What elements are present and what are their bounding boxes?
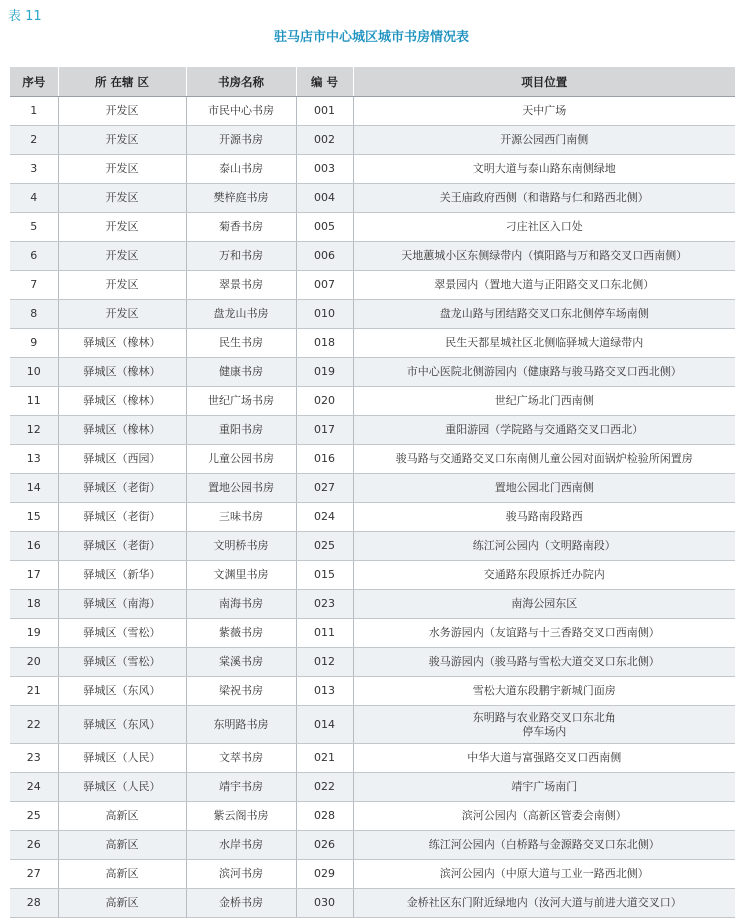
- cell-index: 15: [10, 503, 58, 532]
- cell-bookstore-name: 置地公园书房: [186, 474, 296, 503]
- cell-district: 高新区: [58, 860, 186, 889]
- cell-bookstore-name: 文渊里书房: [186, 561, 296, 590]
- cell-bookstore-name: 重阳书房: [186, 416, 296, 445]
- cell-index: 14: [10, 474, 58, 503]
- table-row: [10, 860, 735, 889]
- cell-bookstore-name: 靖宇书房: [186, 773, 296, 802]
- header-district: 所 在辖 区: [58, 67, 186, 97]
- cell-district: 开发区: [58, 97, 186, 126]
- cell-index: 17: [10, 561, 58, 590]
- cell-district: 开发区: [58, 126, 186, 155]
- table-row: [10, 242, 735, 271]
- cell-location: 开源公园西门南侧: [353, 126, 735, 155]
- cell-location: 滨河公园内（中原大道与工业一路西北侧）: [353, 860, 735, 889]
- cell-district: 驿城区（老街）: [58, 532, 186, 561]
- cell-index: 8: [10, 300, 58, 329]
- cell-index: 25: [10, 802, 58, 831]
- cell-code: 012: [296, 648, 353, 677]
- cell-code: 002: [296, 126, 353, 155]
- cell-code: 001: [296, 97, 353, 126]
- cell-district: 驿城区（老街）: [58, 474, 186, 503]
- cell-code: 027: [296, 474, 353, 503]
- cell-code: 030: [296, 889, 353, 918]
- cell-code: 023: [296, 590, 353, 619]
- cell-district: 驿城区（雪松）: [58, 648, 186, 677]
- cell-bookstore-name: 南海书房: [186, 590, 296, 619]
- cell-bookstore-name: 菊香书房: [186, 213, 296, 242]
- table-row: [10, 271, 735, 300]
- cell-location: 滨河公园内（高新区管委会南侧）: [353, 802, 735, 831]
- bookstore-table: [10, 67, 735, 918]
- table-row: [10, 706, 735, 744]
- cell-location: 靖宇广场南门: [353, 773, 735, 802]
- table-title: 驻马店市中心城区城市书房情况表: [273, 30, 469, 45]
- cell-bookstore-name: 健康书房: [186, 358, 296, 387]
- table-row: [10, 561, 735, 590]
- cell-index: 11: [10, 387, 58, 416]
- cell-code: 004: [296, 184, 353, 213]
- cell-location: 置地公园北门西南侧: [353, 474, 735, 503]
- cell-index: 10: [10, 358, 58, 387]
- table-row: [10, 97, 735, 126]
- cell-district: 驿城区（南海）: [58, 590, 186, 619]
- cell-index: 21: [10, 677, 58, 706]
- cell-index: 1: [10, 97, 58, 126]
- cell-location: 天地蕙城小区东侧绿带内（慎阳路与万和路交叉口西南侧）: [353, 242, 735, 271]
- table-row: [10, 474, 735, 503]
- cell-index: 2: [10, 126, 58, 155]
- table-row: [10, 300, 735, 329]
- cell-bookstore-name: 翠景书房: [186, 271, 296, 300]
- cell-bookstore-name: 梁祝书房: [186, 677, 296, 706]
- table-row: [10, 387, 735, 416]
- cell-district: 开发区: [58, 271, 186, 300]
- cell-district: 驿城区（人民）: [58, 773, 186, 802]
- cell-district: 开发区: [58, 184, 186, 213]
- cell-bookstore-name: 市民中心书房: [186, 97, 296, 126]
- cell-index: 27: [10, 860, 58, 889]
- cell-location: 文明大道与泰山路东南侧绿地: [353, 155, 735, 184]
- cell-code: 005: [296, 213, 353, 242]
- cell-index: 12: [10, 416, 58, 445]
- cell-district: 驿城区（雪松）: [58, 619, 186, 648]
- cell-index: 16: [10, 532, 58, 561]
- cell-index: 18: [10, 590, 58, 619]
- cell-location: 盘龙山路与团结路交叉口东北侧停车场南侧: [353, 300, 735, 329]
- cell-index: 23: [10, 744, 58, 773]
- table-header-row: [10, 67, 735, 97]
- cell-district: 高新区: [58, 802, 186, 831]
- cell-index: 26: [10, 831, 58, 860]
- cell-district: 驿城区（老街）: [58, 503, 186, 532]
- table-number-label: 表 11: [8, 9, 42, 24]
- table-row: [10, 126, 735, 155]
- cell-bookstore-name: 樊梓庭书房: [186, 184, 296, 213]
- cell-bookstore-name: 棠溪书房: [186, 648, 296, 677]
- cell-index: 28: [10, 889, 58, 918]
- cell-bookstore-name: 万和书房: [186, 242, 296, 271]
- table-row: [10, 648, 735, 677]
- table-row: [10, 213, 735, 242]
- cell-code: 024: [296, 503, 353, 532]
- cell-code: 028: [296, 802, 353, 831]
- cell-bookstore-name: 紫薇书房: [186, 619, 296, 648]
- cell-code: 011: [296, 619, 353, 648]
- header-index: 序号: [10, 67, 58, 97]
- cell-location: 刁庄社区入口处: [353, 213, 735, 242]
- cell-district: 开发区: [58, 155, 186, 184]
- cell-location: 民生天都星城社区北侧临驿城大道绿带内: [353, 329, 735, 358]
- table-row: [10, 358, 735, 387]
- cell-district: 驿城区（新华）: [58, 561, 186, 590]
- cell-bookstore-name: 金桥书房: [186, 889, 296, 918]
- table-row: [10, 184, 735, 213]
- cell-code: 018: [296, 329, 353, 358]
- cell-code: 026: [296, 831, 353, 860]
- cell-bookstore-name: 世纪广场书房: [186, 387, 296, 416]
- cell-code: 017: [296, 416, 353, 445]
- cell-index: 22: [10, 706, 58, 744]
- table-row: [10, 744, 735, 773]
- cell-code: 025: [296, 532, 353, 561]
- cell-district: 驿城区（人民）: [58, 744, 186, 773]
- cell-location: 金桥社区东门附近绿地内（汝河大道与前进大道交叉口）: [353, 889, 735, 918]
- cell-district: 驿城区（橡林）: [58, 329, 186, 358]
- cell-district: 开发区: [58, 300, 186, 329]
- cell-bookstore-name: 紫云阁书房: [186, 802, 296, 831]
- cell-location: 南海公园东区: [353, 590, 735, 619]
- cell-district: 高新区: [58, 889, 186, 918]
- cell-district: 驿城区（东风）: [58, 677, 186, 706]
- cell-bookstore-name: 文明桥书房: [186, 532, 296, 561]
- header-bookstore-name: 书房名称: [186, 67, 296, 97]
- cell-code: 022: [296, 773, 353, 802]
- cell-district: 驿城区（东风）: [58, 706, 186, 744]
- cell-location: 骏马路南段路西: [353, 503, 735, 532]
- cell-district: 高新区: [58, 831, 186, 860]
- cell-bookstore-name: 东明路书房: [186, 706, 296, 744]
- cell-district: 开发区: [58, 213, 186, 242]
- cell-location: 天中广场: [353, 97, 735, 126]
- cell-index: 20: [10, 648, 58, 677]
- cell-code: 015: [296, 561, 353, 590]
- cell-index: 3: [10, 155, 58, 184]
- cell-location: 练江河公园内（白桥路与金源路交叉口东北侧）: [353, 831, 735, 860]
- table-row: [10, 831, 735, 860]
- cell-code: 029: [296, 860, 353, 889]
- cell-district: 开发区: [58, 242, 186, 271]
- table-row: [10, 889, 735, 918]
- table-row: [10, 445, 735, 474]
- cell-bookstore-name: 文萃书房: [186, 744, 296, 773]
- cell-district: 驿城区（西园）: [58, 445, 186, 474]
- cell-code: 006: [296, 242, 353, 271]
- cell-location: 东明路与农业路交叉口东北角 停车场内: [353, 706, 735, 744]
- table-row: [10, 619, 735, 648]
- cell-code: 014: [296, 706, 353, 744]
- cell-code: 016: [296, 445, 353, 474]
- cell-index: 13: [10, 445, 58, 474]
- cell-code: 019: [296, 358, 353, 387]
- cell-index: 5: [10, 213, 58, 242]
- cell-bookstore-name: 民生书房: [186, 329, 296, 358]
- cell-location: 骏马路与交通路交叉口东南侧儿童公园对面锅炉检验所闲置房: [353, 445, 735, 474]
- cell-location: 市中心医院北侧游园内（健康路与骏马路交叉口西北侧）: [353, 358, 735, 387]
- cell-index: 19: [10, 619, 58, 648]
- cell-index: 7: [10, 271, 58, 300]
- cell-location: 交通路东段原拆迁办院内: [353, 561, 735, 590]
- cell-bookstore-name: 水岸书房: [186, 831, 296, 860]
- table-row: [10, 802, 735, 831]
- table-row: [10, 773, 735, 802]
- cell-bookstore-name: 滨河书房: [186, 860, 296, 889]
- cell-bookstore-name: 儿童公园书房: [186, 445, 296, 474]
- cell-code: 003: [296, 155, 353, 184]
- table-row: [10, 677, 735, 706]
- cell-location: 关王庙政府西侧（和谐路与仁和路西北侧）: [353, 184, 735, 213]
- cell-bookstore-name: 三味书房: [186, 503, 296, 532]
- table-row: [10, 503, 735, 532]
- cell-location: 世纪广场北门西南侧: [353, 387, 735, 416]
- cell-index: 9: [10, 329, 58, 358]
- cell-index: 4: [10, 184, 58, 213]
- cell-location: 雪松大道东段鹏宇新城门面房: [353, 677, 735, 706]
- cell-bookstore-name: 盘龙山书房: [186, 300, 296, 329]
- table-row: [10, 155, 735, 184]
- cell-bookstore-name: 泰山书房: [186, 155, 296, 184]
- cell-location: 骏马游园内（骏马路与雪松大道交叉口东北侧）: [353, 648, 735, 677]
- header-code: 编 号: [296, 67, 353, 97]
- table-row: [10, 416, 735, 445]
- cell-code: 007: [296, 271, 353, 300]
- cell-index: 24: [10, 773, 58, 802]
- cell-district: 驿城区（橡林）: [58, 416, 186, 445]
- cell-location: 练江河公园内（文明路南段）: [353, 532, 735, 561]
- cell-location: 重阳游园（学院路与交通路交叉口西北）: [353, 416, 735, 445]
- cell-location: 翠景园内（置地大道与正阳路交叉口东北侧）: [353, 271, 735, 300]
- cell-bookstore-name: 开源书房: [186, 126, 296, 155]
- cell-district: 驿城区（橡林）: [58, 358, 186, 387]
- header-location: 项目位置: [353, 67, 735, 97]
- cell-location: 中华大道与富强路交叉口西南侧: [353, 744, 735, 773]
- table-row: [10, 329, 735, 358]
- cell-index: 6: [10, 242, 58, 271]
- cell-district: 驿城区（橡林）: [58, 387, 186, 416]
- cell-code: 010: [296, 300, 353, 329]
- cell-code: 021: [296, 744, 353, 773]
- cell-code: 013: [296, 677, 353, 706]
- table-row: [10, 590, 735, 619]
- table-body: [10, 97, 735, 918]
- table-row: [10, 532, 735, 561]
- cell-location: 水务游园内（友谊路与十三香路交叉口西南侧）: [353, 619, 735, 648]
- cell-code: 020: [296, 387, 353, 416]
